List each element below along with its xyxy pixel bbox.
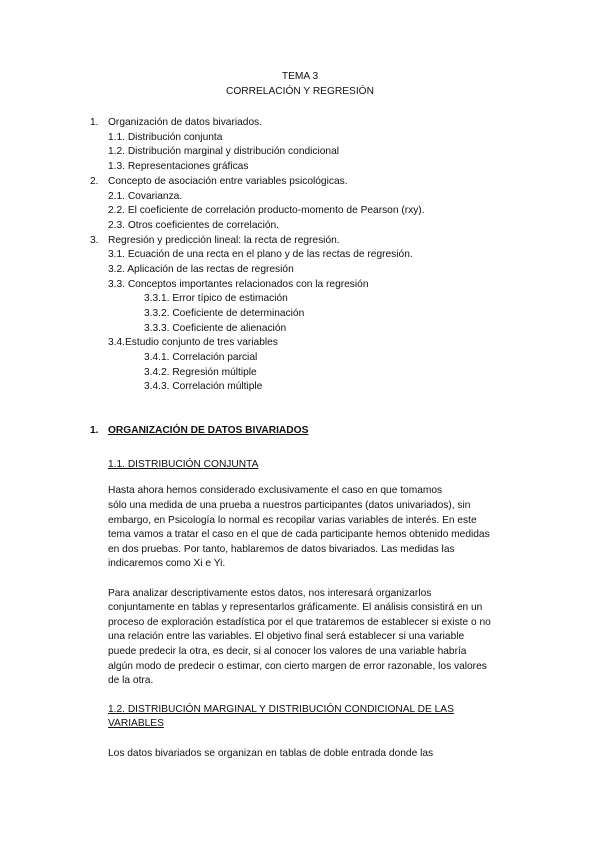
paragraph-line: Hasta ahora hemos considerado exclusivamente el caso en que tomamos [108, 485, 443, 496]
subsection-heading-continued: VARIABLES [108, 718, 164, 729]
toc-item-3-2: 3.2. Aplicación de las rectas de regresión [108, 264, 294, 275]
toc-item-2-2: 2.2. El coeficiente de correlación producto-momento de Pearson (rxy). [108, 205, 425, 216]
toc-item-3-4-2: 3.4.2. Regresión múltiple [144, 367, 257, 378]
toc-item-2: Concepto de asociación entre variables psicológicas. [108, 176, 348, 187]
toc-item-3-3: 3.3. Conceptos importantes relacionados con la regresión [108, 279, 369, 290]
paragraph-line: proceso de exploración estadística por el que trataremos de establecer si existe o no [108, 617, 491, 628]
toc-item-2-3: 2.3. Otros coeficientes de correlación. [108, 220, 280, 231]
document-tema: TEMA 3 [281, 71, 319, 82]
paragraph-line: de la otra. [108, 675, 154, 686]
toc-item-1-1: 1.1. Distribución conjunta [108, 132, 223, 143]
toc-number: 1. [90, 117, 99, 128]
section-heading: ORGANIZACIÓN DE DATOS BIVARIADOS [108, 425, 309, 436]
toc-item-3-1: 3.1. Ecuación de una recta en el plano y de las rectas de regresión. [108, 249, 413, 260]
paragraph-line: sólo una medida de una prueba a nuestros participantes (datos univariados), sin [108, 500, 471, 511]
paragraph-line: una relación entre las variables. El objetivo final será establecer si una variable [108, 631, 465, 642]
document-title: CORRELACIÓN Y REGRESIÓN [226, 86, 374, 97]
paragraph-line: algún modo de predecir o estimar, con cierto margen de error razonable, los valores [108, 661, 487, 672]
paragraph-line: Para analizar descriptivamente estos datos, nos interesará organizarlos [108, 588, 432, 599]
toc-item-3-4-3: 3.4.3. Correlación múltiple [144, 381, 263, 392]
toc-item-3-4: 3.4.Estudio conjunto de tres variables [108, 337, 278, 348]
toc-item-3-3-3: 3.3.3. Coeficiente de alienación [144, 323, 287, 334]
toc-number: 3. [90, 235, 99, 246]
paragraph-line: conjuntamente en tablas y representarlos gráficamente. El análisis consistirá en un [108, 602, 483, 613]
paragraph-line: puede predecir la otra, es decir, si al conocer los valores de una variable habría [108, 646, 467, 657]
toc-item-1-3: 1.3. Representaciones gráficas [108, 161, 249, 172]
paragraph-line: indicaremos como Xi e Yi. [108, 558, 226, 569]
subsection-heading: 1.1. DISTRIBUCIÓN CONJUNTA [108, 459, 259, 470]
toc-number: 2. [90, 176, 99, 187]
toc-item-3: Regresión y predicción lineal: la recta de regresión. [108, 235, 340, 246]
toc-item-3-3-2: 3.3.2. Coeficiente de determinación [144, 308, 305, 319]
toc-item-3-4-1: 3.4.1. Correlación parcial [144, 352, 258, 363]
paragraph-line: embargo, en Psicología lo normal es recopilar varias variables de interés. En este [108, 515, 477, 526]
toc-item-1-2: 1.2. Distribución marginal y distribución condicional [108, 146, 340, 157]
paragraph-line: Los datos bivariados se organizan en tablas de doble entrada donde las [108, 748, 434, 759]
section-number: 1. [90, 425, 99, 436]
paragraph-line: tema vamos a tratar el caso en el que de cada participante hemos obtenido medidas [108, 529, 490, 540]
toc-item-1: Organización de datos bivariados. [108, 117, 263, 128]
toc-item-3-3-1: 3.3.1. Error típico de estimación [144, 293, 288, 304]
toc-item-2-1: 2.1. Covarianza. [108, 191, 183, 202]
paragraph-line: en dos pruebas. Por tanto, hablaremos de datos bivariados. Las medidas las [108, 544, 455, 555]
subsection-heading: 1.2. DISTRIBUCIÓN MARGINAL Y DISTRIBUCIÓN CONDICIONAL DE LAS [108, 704, 454, 715]
